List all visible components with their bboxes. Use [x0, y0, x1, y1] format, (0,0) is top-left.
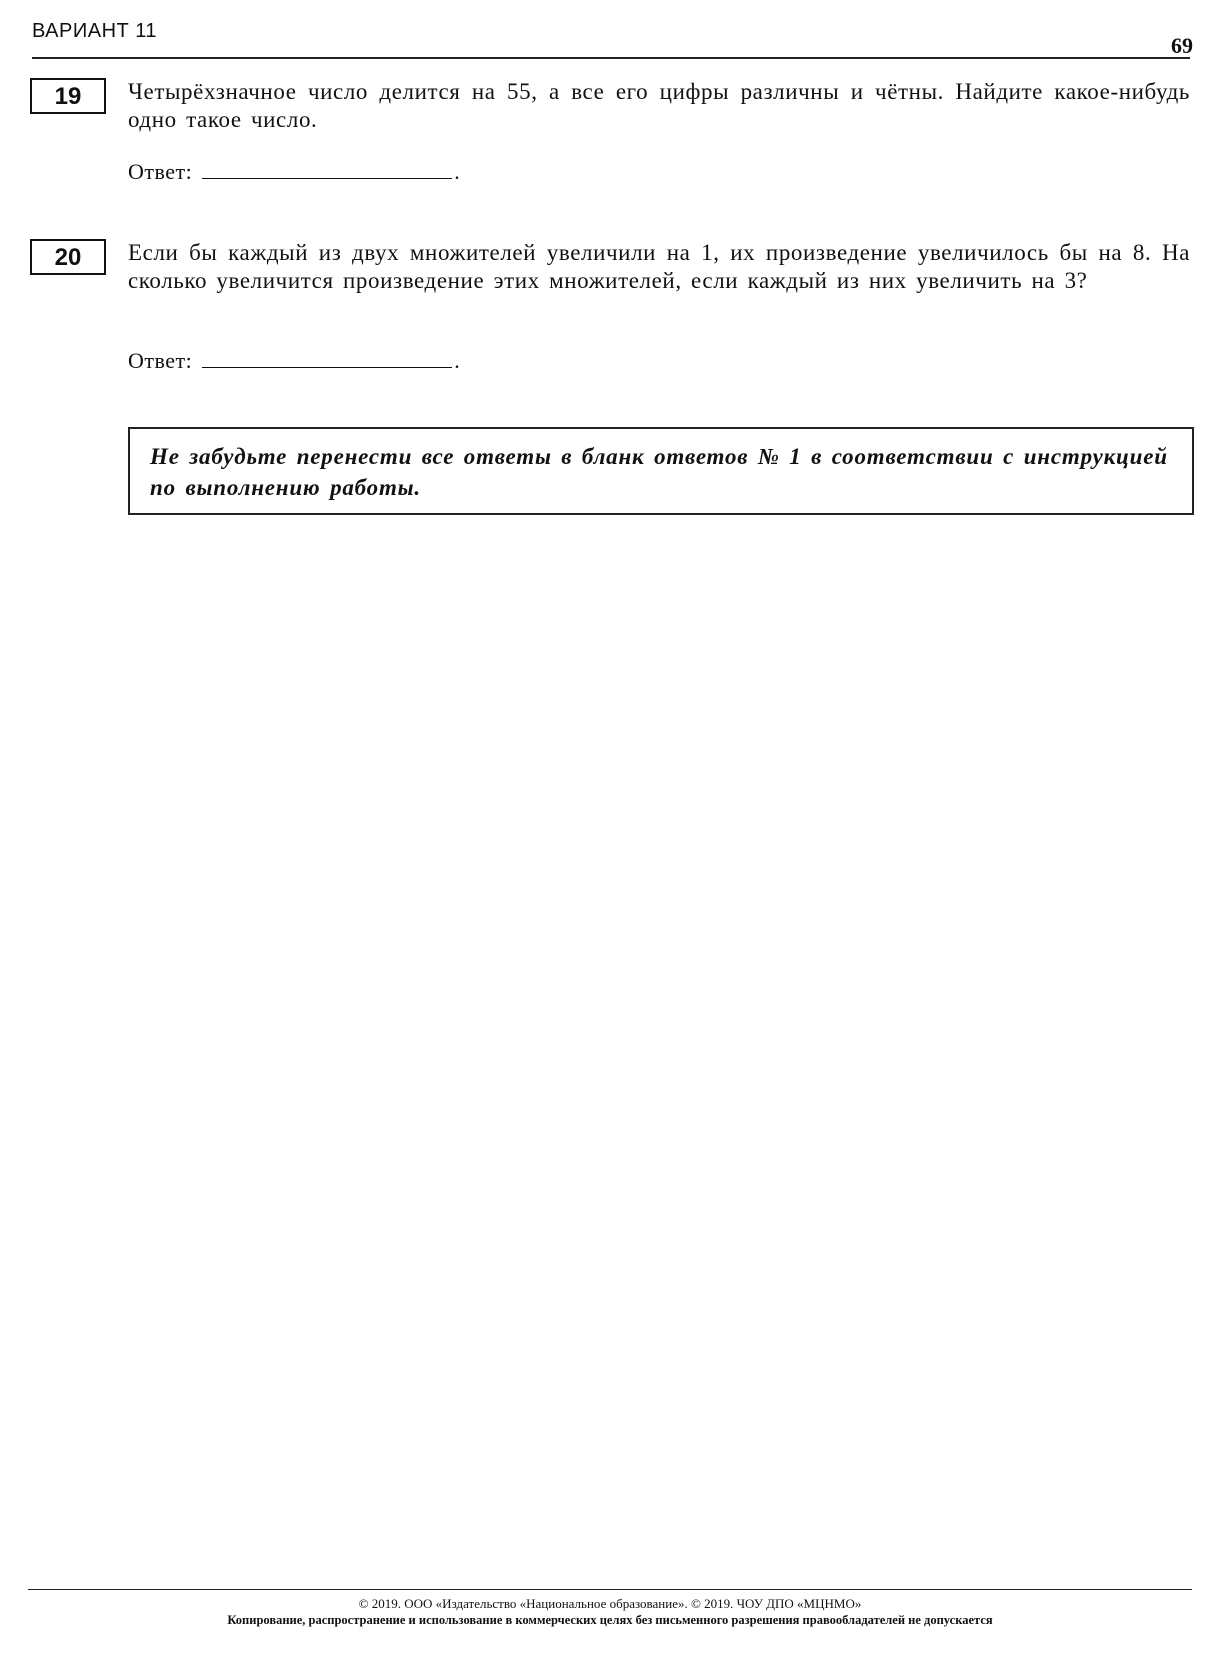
task-text: Если бы каждый из двух множителей увеличили на 1, их произведение увеличилось бы на 8. На сколько увеличится произведение этих множителей, если каждый из них увеличить на 3? — [128, 240, 1190, 293]
answer-period: . — [454, 348, 461, 373]
answer-field[interactable] — [202, 347, 452, 368]
answer-label: Ответ: — [128, 348, 193, 373]
task-number-box: 20 — [30, 239, 106, 275]
header-divider — [32, 57, 1190, 59]
footer-divider — [28, 1589, 1192, 1590]
answer-field[interactable] — [202, 158, 452, 179]
answer-transfer-reminder: Не забудьте перенести все ответы в бланк ответов № 1 в соответствии с инструкцией по выполнению работы. — [128, 427, 1194, 515]
variant-title: ВАРИАНТ 11 — [32, 20, 158, 42]
footer-copyright: © 2019. ООО «Издательство «Национальное образование». © 2019. ЧОУ ДПО «МЦНМО» — [358, 1596, 862, 1611]
answer-row — [128, 347, 460, 374]
answer-row — [128, 158, 460, 185]
task-number-box: 19 — [30, 78, 106, 114]
page-number: 69 — [1171, 33, 1193, 58]
task-text: Четырёхзначное число делится на 55, а все его цифры различны и чётны. Найдите какое-нибудь одно такое число. — [128, 79, 1190, 132]
footer-legal-notice: Копирование, распространение и использование в коммерческих целях без письменного разрешения правообладателей не допускается — [227, 1613, 993, 1627]
answer-period: . — [454, 159, 461, 184]
answer-label: Ответ: — [128, 159, 193, 184]
